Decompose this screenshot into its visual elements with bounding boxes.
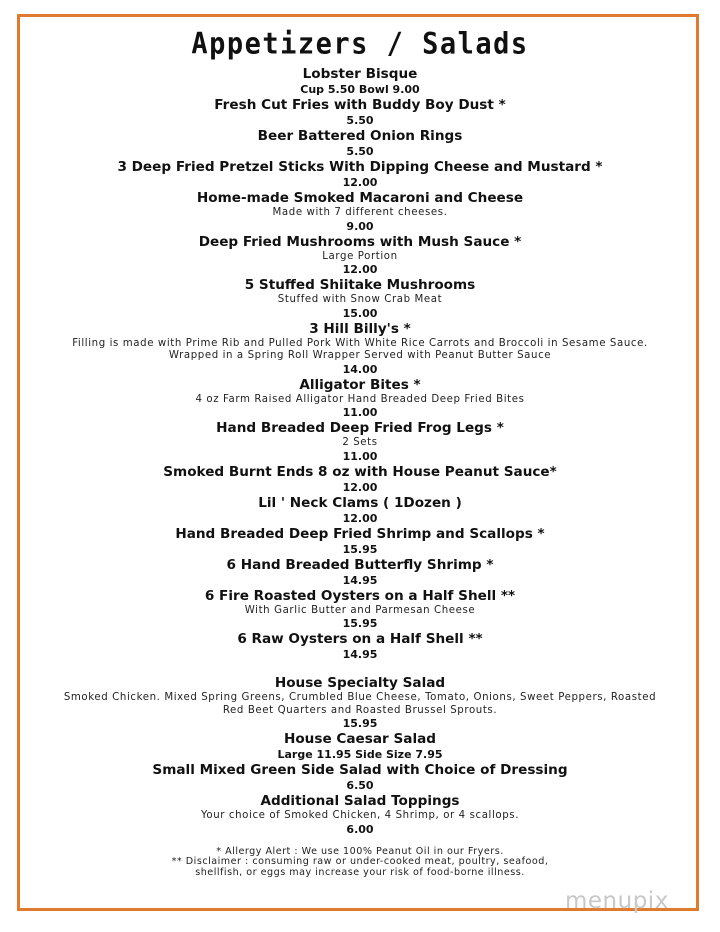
item-name: Hand Breaded Deep Fried Shrimp and Scallops * (175, 525, 545, 542)
item-name: Beer Battered Onion Rings (257, 128, 463, 144)
menupix-watermark: menupix (565, 888, 669, 914)
menu-item (20, 97, 700, 128)
menu-item (20, 159, 700, 190)
menu-item (20, 420, 700, 464)
menu-item (20, 526, 700, 557)
item-name: Fresh Cut Fries with Buddy Boy Dust * (214, 97, 506, 113)
item-description: Your choice of Smoked Chicken, 4 Shrimp, or 4 scallops. (200, 810, 520, 821)
menu-item (20, 731, 700, 762)
item-name: 3 Deep Fried Pretzel Sticks With Dipping Cheese and Mustard * (117, 159, 603, 175)
item-price: 12.00 (342, 263, 378, 276)
menu-item (20, 675, 700, 731)
item-description: Stuffed with Snow Crab Meat (277, 294, 443, 305)
item-price: 15.95 (342, 717, 378, 730)
item-description: 2 Sets (342, 437, 378, 448)
disclaimer-line-1: ** Disclaimer : consuming raw or under-cooked meat, poultry, seafood, (171, 856, 549, 867)
item-name: Lil ' Neck Clams ( 1Dozen ) (258, 494, 462, 511)
item-price: 5.50 (346, 114, 374, 127)
item-description: With Garlic Butter and Parmesan Cheese (244, 604, 476, 616)
footer-notes (20, 847, 700, 879)
menu-item (20, 588, 700, 632)
item-price: 12.00 (342, 480, 378, 494)
menu-page (20, 28, 700, 878)
item-name: Alligator Bites * (299, 376, 421, 393)
item-name: Lobster Bisque (302, 66, 418, 82)
item-price: 14.00 (342, 362, 378, 376)
item-price: 11.00 (342, 449, 378, 463)
item-description: Filling is made with Prime Rib and Pulled Pork With White Rice Carrots and Broccoli in Sesame Sauce. (72, 337, 648, 349)
item-name: Hand Breaded Deep Fried Frog Legs * (216, 420, 504, 436)
menu-item (20, 631, 700, 662)
disclaimer-line-2: shellfish, or eggs may increase your risk of food-borne illness. (195, 866, 525, 878)
item-price: 14.95 (342, 648, 378, 661)
item-price: 15.95 (342, 617, 378, 630)
item-name: 6 Fire Roasted Oysters on a Half Shell ** (204, 587, 516, 604)
menu-item (20, 464, 700, 495)
item-name: 3 Hill Billy's * (309, 320, 411, 337)
item-name: 5 Stuffed Shiitake Mushrooms (244, 277, 476, 293)
allergy-alert: * Allergy Alert : We use 100% Peanut Oil in our Fryers. (216, 845, 504, 857)
section-gap (20, 662, 700, 675)
item-description: Made with 7 different cheeses. (272, 207, 448, 218)
item-name: House Specialty Salad (274, 675, 446, 691)
salad-list (20, 675, 700, 837)
item-name: Home-made Smoked Macaroni and Cheese (196, 190, 524, 206)
item-name: 6 Hand Breaded Butterfly Shrimp * (226, 556, 494, 573)
menu-item (20, 377, 700, 421)
menu-item (20, 234, 700, 278)
item-price: 5.50 (346, 145, 374, 158)
menu-item (20, 557, 700, 588)
item-price: 12.00 (342, 511, 378, 525)
menu-item (20, 128, 700, 159)
item-name: Deep Fried Mushrooms with Mush Sauce * (198, 233, 522, 250)
item-price: Large 11.95 Side Size 7.95 (277, 748, 443, 761)
item-description: 4 oz Farm Raised Alligator Hand Breaded Deep Fried Bites (195, 393, 525, 405)
item-name: Smoked Burnt Ends 8 oz with House Peanut Sauce* (163, 463, 557, 480)
page-title: Appetizers / Salads (191, 27, 529, 62)
item-price: 6.50 (346, 779, 374, 792)
item-name: Small Mixed Green Side Salad with Choice of Dressing (152, 762, 568, 778)
item-price: Cup 5.50 Bowl 9.00 (300, 83, 420, 96)
appetizer-list (20, 66, 700, 662)
menu-item (20, 793, 700, 837)
item-description-cont: Red Beet Quarters and Roasted Brussel Sprouts. (222, 704, 498, 716)
item-description: Large Portion (322, 250, 398, 262)
item-price: 11.00 (342, 406, 378, 419)
item-price: 6.00 (346, 822, 374, 836)
item-price: 9.00 (346, 219, 374, 233)
item-name: House Caesar Salad (283, 731, 437, 747)
item-name: Additional Salad Toppings (260, 793, 460, 809)
menu-item (20, 277, 700, 321)
item-price: 14.95 (342, 573, 378, 587)
item-price: 12.00 (342, 176, 378, 189)
item-description: Smoked Chicken. Mixed Spring Greens, Crumbled Blue Cheese, Tomato, Onions, Sweet Peppers, Roasted (63, 692, 657, 703)
menu-item (20, 66, 700, 97)
item-name: 6 Raw Oysters on a Half Shell ** (237, 631, 483, 647)
menu-item (20, 495, 700, 526)
menu-item (20, 190, 700, 234)
item-price: 15.95 (342, 542, 378, 556)
item-price: 15.00 (342, 306, 378, 320)
item-description-cont: Wrapped in a Spring Roll Wrapper Served with Peanut Butter Sauce (168, 350, 552, 361)
menu-item (20, 321, 700, 377)
menu-item (20, 762, 700, 793)
